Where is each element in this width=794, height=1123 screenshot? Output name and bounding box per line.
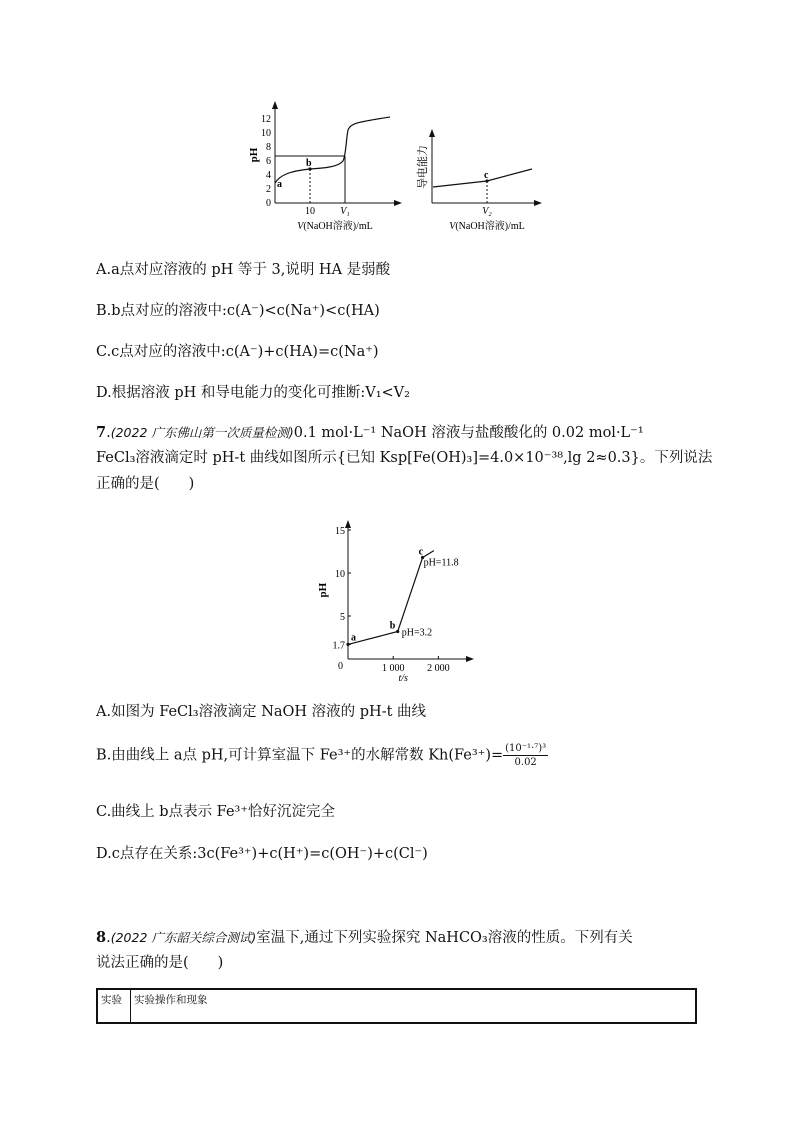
q7-line-2: FeCl₃溶液滴定时 pH-t 曲线如图所示{已知 Ksp[Fe(OH)₃]=4.0×10⁻³⁸,lg 2≈0.3}。下列说法 — [96, 450, 713, 467]
q6-option-a[interactable]: A.a点对应溶液的 pH 等于 3,说明 HA 是弱酸 — [96, 262, 391, 278]
q6-option-c[interactable]: C.c点对应的溶液中:c(A⁻)+c(HA)=c(Na⁺) — [96, 344, 379, 360]
pht-y-tick-label: 1.7 — [332, 640, 345, 652]
q7-line-1: 7.(2022 广东佛山第一次质量检测)0.1 mol·L⁻¹ NaOH 溶液与盐酸酸化的 0.02 mol·L⁻¹ — [96, 424, 644, 441]
cond-x-tick: V₂ — [482, 206, 492, 217]
ph-curve — [275, 117, 390, 183]
q7-number: 7 — [96, 424, 107, 441]
point-a-label: a — [277, 179, 282, 190]
ph-y-tick: 8 — [266, 142, 271, 153]
ph-x-tick: 10 — [305, 206, 315, 217]
table-header-cell: 实验操作和现象 — [131, 989, 697, 1023]
pht-x-tick-label: 1 000 — [381, 663, 405, 674]
ph-y-arrow — [272, 101, 278, 109]
ph-x-label: V(NaOH溶液)/mL — [297, 221, 373, 232]
q7-source: (2022 广东佛山第一次质量检测) — [110, 425, 294, 440]
ph-x-tick: V₁ — [340, 206, 350, 217]
fraction-denominator: 0.02 — [514, 757, 537, 768]
pht-y-tick-label: 10 — [335, 569, 345, 580]
ph-y-tick: 12 — [261, 114, 271, 125]
pht-point-a-label: a — [351, 632, 356, 644]
q8-line-1: 8.(2022 广东韶关综合测试)室温下,通过下列实验探究 NaHCO₃溶液的性质。下列有关 — [96, 929, 633, 946]
conductivity-chart — [415, 129, 542, 232]
point-b-label: b — [306, 158, 312, 169]
q8-stem — [96, 925, 706, 977]
ph-y-label: pH — [248, 147, 260, 163]
q6-option-d[interactable]: D.根据溶液 pH 和导电能力的变化可推断:V₁<V₂ — [96, 385, 410, 401]
experiment-table — [96, 988, 697, 1024]
pht-y-label: pH — [317, 582, 329, 598]
q6-option-b[interactable]: B.b点对应的溶液中:c(A⁻)<c(Na⁺)<c(HA) — [96, 303, 380, 319]
ph-y-tick: 2 — [266, 184, 271, 195]
q7-option-d[interactable]: D.c点存在关系:3c(Fe³⁺)+c(H⁺)=c(OH⁻)+c(Cl⁻) — [96, 846, 428, 862]
figure-ph-conductivity — [240, 95, 570, 240]
q7-option-b-text: B.由曲线上 a点 pH,可计算室温下 Fe³⁺的水解常数 Kh(Fe³⁺)= — [96, 747, 504, 764]
table-header-cell: 实验 — [97, 989, 131, 1023]
q7-option-a[interactable]: A.如图为 FeCl₃溶液滴定 NaOH 溶液的 pH-t 曲线 — [96, 704, 427, 720]
pht-y-tick-label: 5 — [340, 612, 345, 623]
q7-stem-part1: 0.1 mol·L⁻¹ NaOH 溶液与盐酸酸化的 0.02 mol·L⁻¹ — [293, 425, 644, 441]
q7-option-b[interactable] — [96, 742, 548, 769]
pht-y-tick-label: 15 — [335, 526, 345, 537]
point-c-label: c — [484, 170, 489, 181]
pht-y-arrow — [345, 520, 351, 528]
ph-chart — [248, 101, 402, 232]
q7-stem — [96, 420, 713, 497]
pht-point-c-label: c — [418, 546, 424, 558]
q8-stem-part1: 室温下,通过下列实验探究 NaHCO₃溶液的性质。下列有关 — [256, 930, 633, 946]
cond-x-label: V(NaOH溶液)/mL — [449, 221, 525, 232]
cond-curve — [433, 169, 532, 187]
ph-x-arrow — [394, 200, 402, 206]
cond-y-label: 导电能力 — [417, 145, 429, 189]
ph-y-tick: 6 — [266, 156, 271, 167]
q8-line-2: 说法正确的是( ) — [96, 955, 224, 972]
hydrolysis-fraction — [503, 742, 548, 769]
ph-t-chart — [310, 514, 485, 682]
pht-origin-label: 0 — [338, 661, 343, 672]
q8-source: (2022 广东韶关综合测试) — [110, 930, 257, 945]
pht-point-b-marker — [396, 630, 399, 633]
pht-x-tick-label: 2 000 — [427, 663, 450, 674]
q7-option-c[interactable]: C.曲线上 b点表示 Fe³⁺恰好沉淀完全 — [96, 804, 336, 820]
table-header-row — [97, 989, 696, 1023]
ph-y-tick: 10 — [261, 128, 271, 139]
pht-annotation-c: pH=11.8 — [423, 557, 459, 569]
q8-number: 8 — [96, 929, 107, 946]
cond-y-arrow — [429, 129, 435, 137]
ph-y-tick: 4 — [266, 170, 271, 181]
q7-line-3: 正确的是( ) — [96, 475, 195, 492]
pht-point-b-label: b — [389, 620, 396, 632]
pht-x-arrow — [466, 656, 474, 662]
fraction-numerator: (10⁻¹·⁷)³ — [505, 743, 547, 754]
ph-y-tick: 0 — [266, 198, 271, 209]
pht-x-label: t/s — [398, 673, 408, 682]
pht-annotation-b: pH=3.2 — [401, 627, 433, 639]
cond-x-arrow — [534, 200, 542, 206]
